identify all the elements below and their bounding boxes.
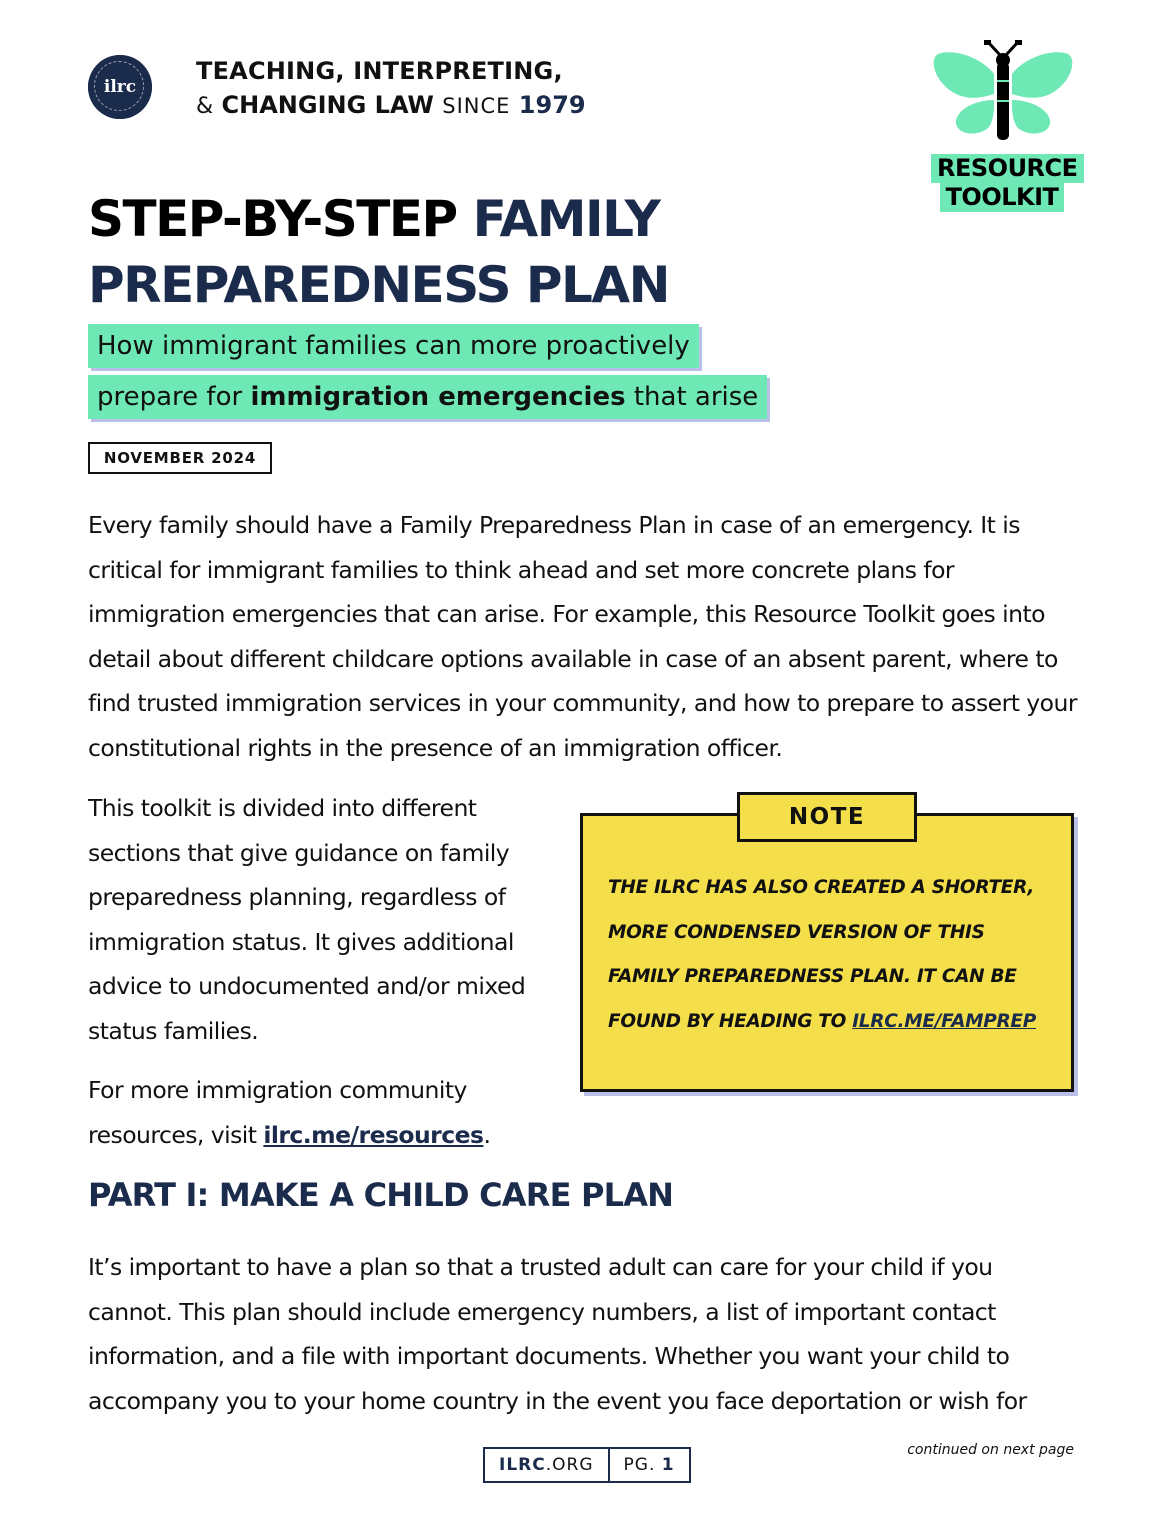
butterfly-icon <box>930 40 1076 144</box>
resources-link[interactable]: ilrc.me/resources <box>263 1120 484 1149</box>
footer-page <box>608 1449 689 1481</box>
tagline-amp: & <box>196 94 214 119</box>
subtitle-line1 <box>88 324 699 368</box>
page-title <box>88 186 669 318</box>
resource-toolkit-badge <box>931 154 1078 212</box>
tagline <box>196 54 586 124</box>
subtitle-line2-bold: immigration emergencies <box>250 382 626 412</box>
part1-heading: PART I: MAKE A CHILD CARE PLAN <box>88 1176 674 1214</box>
ilrc-logo <box>88 55 152 119</box>
note-text <box>608 866 1048 1044</box>
tagline-changing: CHANGING LAW <box>221 91 434 119</box>
badge-line2: TOOLKIT <box>940 183 1065 212</box>
tagline-line2 <box>196 88 586 124</box>
subtitle-line1-text: How immigrant families can more proactively <box>97 331 690 361</box>
title-part2: FAMILY <box>472 190 660 248</box>
continued-note: continued on next page <box>907 1442 1074 1458</box>
date-text: NOVEMBER 2024 <box>103 449 257 467</box>
toolkit-paragraph: This toolkit is divided into different sections that give guidance on family preparedness planning, regardless of immigration status. It gives additional advice to undocumented and/or mixed status families. <box>88 794 526 1045</box>
part1-paragraph: It’s important to have a plan so that a trusted adult can care for your child if you cannot. This plan should include emergency numbers, a list of important contact information, and a file with important documents. Whether you want your child to accompany you to your home country in the event you face deportation or wish for <box>88 1253 1027 1415</box>
badge-line1: RESOURCE <box>931 154 1084 183</box>
subtitle-line2-before: prepare for <box>97 382 243 412</box>
note-label-text: NOTE <box>788 804 866 830</box>
resources-text: For more immigration community resources, visit <box>88 1076 467 1149</box>
resources-period: . <box>483 1120 491 1149</box>
page-footer <box>483 1447 691 1483</box>
intro-paragraph: Every family should have a Family Preparedness Plan in case of an emergency. It is critical for immigrant families to think ahead and set more concrete plans for immigration emergencies that can arise. For example, this Resource Toolkit goes into detail about different childcare options available in case of an absent parent, where to find trusted immigration services in your community, and how to prepare to assert your constitutional rights in the presence of an immigration officer. <box>88 511 1077 762</box>
title-part1: STEP-BY-STEP <box>88 190 457 248</box>
resources-paragraph <box>88 1068 558 1157</box>
date-badge <box>88 442 272 474</box>
subtitle-line2 <box>88 375 767 419</box>
footer-page-number: 1 <box>661 1455 675 1475</box>
famprep-link[interactable]: ILRC.ME/FAMPREP <box>852 1010 1036 1032</box>
footer-site-rest: .ORG <box>545 1455 594 1475</box>
tagline-year: 1979 <box>518 91 586 119</box>
note-label <box>737 792 917 842</box>
tagline-since: SINCE <box>442 94 511 118</box>
title-line2: PREPAREDNESS PLAN <box>88 256 669 314</box>
note-body: THE ILRC HAS ALSO CREATED A SHORTER, MORE CONDENSED VERSION OF THIS FAMILY PREPAREDNESS PLAN. IT CAN BE FOUND BY HEADING TO <box>608 877 1035 1032</box>
logo-text: ilrc <box>103 77 137 97</box>
footer-site-bold: ILRC <box>499 1455 546 1475</box>
footer-site[interactable] <box>485 1449 608 1481</box>
footer-page-label: PG. <box>623 1455 656 1475</box>
subtitle-line2-after: that arise <box>633 382 759 412</box>
tagline-line1: TEACHING, INTERPRETING, <box>196 57 563 85</box>
